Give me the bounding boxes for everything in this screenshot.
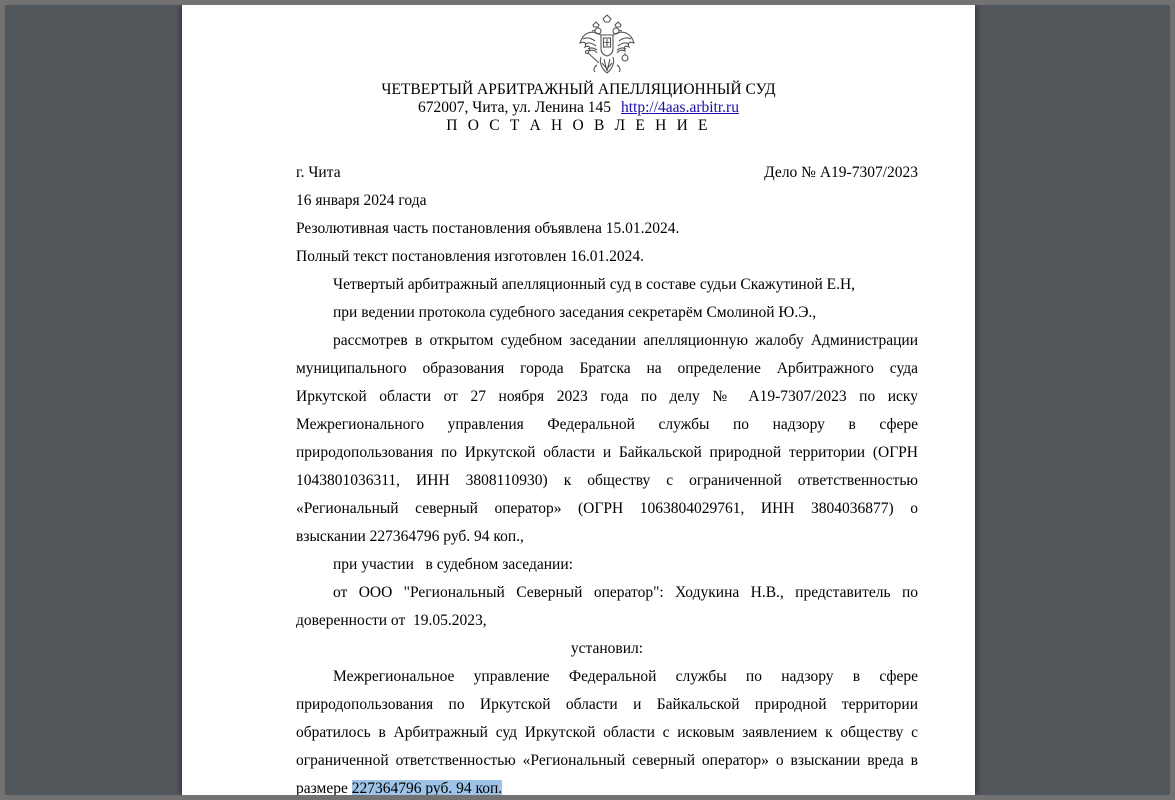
paragraph-participation: при участии в судебном заседании: <box>333 556 573 573</box>
court-website-link[interactable]: http://4aas.arbitr.ru <box>621 99 739 116</box>
case-number: Дело № А19-7307/2023 <box>764 164 918 181</box>
paragraph-line: ограниченной ответственностью «Региональный северный оператор» о взыскании вреда в <box>296 752 918 769</box>
paragraph-last-line <box>296 780 918 795</box>
court-name: ЧЕТВЕРТЫЙ АРБИТРАЖНЫЙ АПЕЛЛЯЦИОННЫЙ СУД <box>381 81 776 98</box>
paragraph-secretary: при ведении протокола судебного заседания секретарём Смолиной Ю.Э., <box>333 304 817 321</box>
decision-date: 16 января 2024 года <box>296 192 427 209</box>
city: г. Чита <box>296 164 341 181</box>
paragraph-line: Межрегионального управления Федеральной службы по надзору в сфере <box>296 416 918 433</box>
court-address-line <box>182 99 975 117</box>
paragraph-line: Межрегиональное управление Федеральной службы по надзору в сфере <box>333 668 918 685</box>
paragraph-line: 1043801036311, ИНН 3808110930) к обществу с ограниченной ответственностью <box>296 472 918 489</box>
document-viewer[interactable] <box>5 5 1170 795</box>
paragraph-line: муниципального образования города Братска на определение Арбитражного суда <box>296 360 918 377</box>
last-line-prefix: размере <box>296 780 352 795</box>
document-page <box>182 5 975 795</box>
paragraph-line: от ООО "Региональный Северный оператор": Ходукина Н.В., представитель по <box>333 584 918 601</box>
coat-of-arms-icon <box>575 13 639 77</box>
paragraph-court-composition: Четвертый арбитражный апелляционный суд в составе судьи Скажутиной Е.Н, <box>333 276 856 293</box>
paragraph-line: обратилось в Арбитражный суд Иркутской области с исковым заявлением к обществу с <box>296 724 918 741</box>
established-heading: установил: <box>570 640 644 657</box>
paragraph-line: природопользования по Иркутской области и Байкальской природной территории <box>296 696 918 713</box>
paragraph-line: Иркутской области от 27 ноября 2023 года по делу № А19-7307/2023 по иску <box>296 388 918 405</box>
paragraph-line: «Региональный северный оператор» (ОГРН 1063804029761, ИНН 3804036877) о <box>296 500 918 517</box>
resolution-announced: Резолютивная часть постановления объявлена 15.01.2024. <box>296 220 680 237</box>
full-text-made: Полный текст постановления изготовлен 16.01.2024. <box>296 248 644 265</box>
court-address: 672007, Чита, ул. Ленина 145 <box>418 99 611 116</box>
paragraph-line: рассмотрев в открытом судебном заседании апелляционную жалобу Администрации <box>333 332 918 349</box>
document-type: П О С Т А Н О В Л Е Н И Е <box>446 117 711 134</box>
paragraph-line: доверенности от 19.05.2023, <box>296 612 487 629</box>
selected-text[interactable]: 227364796 руб. 94 коп. <box>351 780 503 795</box>
paragraph-line: природопользования по Иркутской области и Байкальской природной территории (ОГРН <box>296 444 918 461</box>
paragraph-line: взыскании 227364796 руб. 94 коп., <box>296 528 524 545</box>
city-case-row <box>296 164 918 182</box>
